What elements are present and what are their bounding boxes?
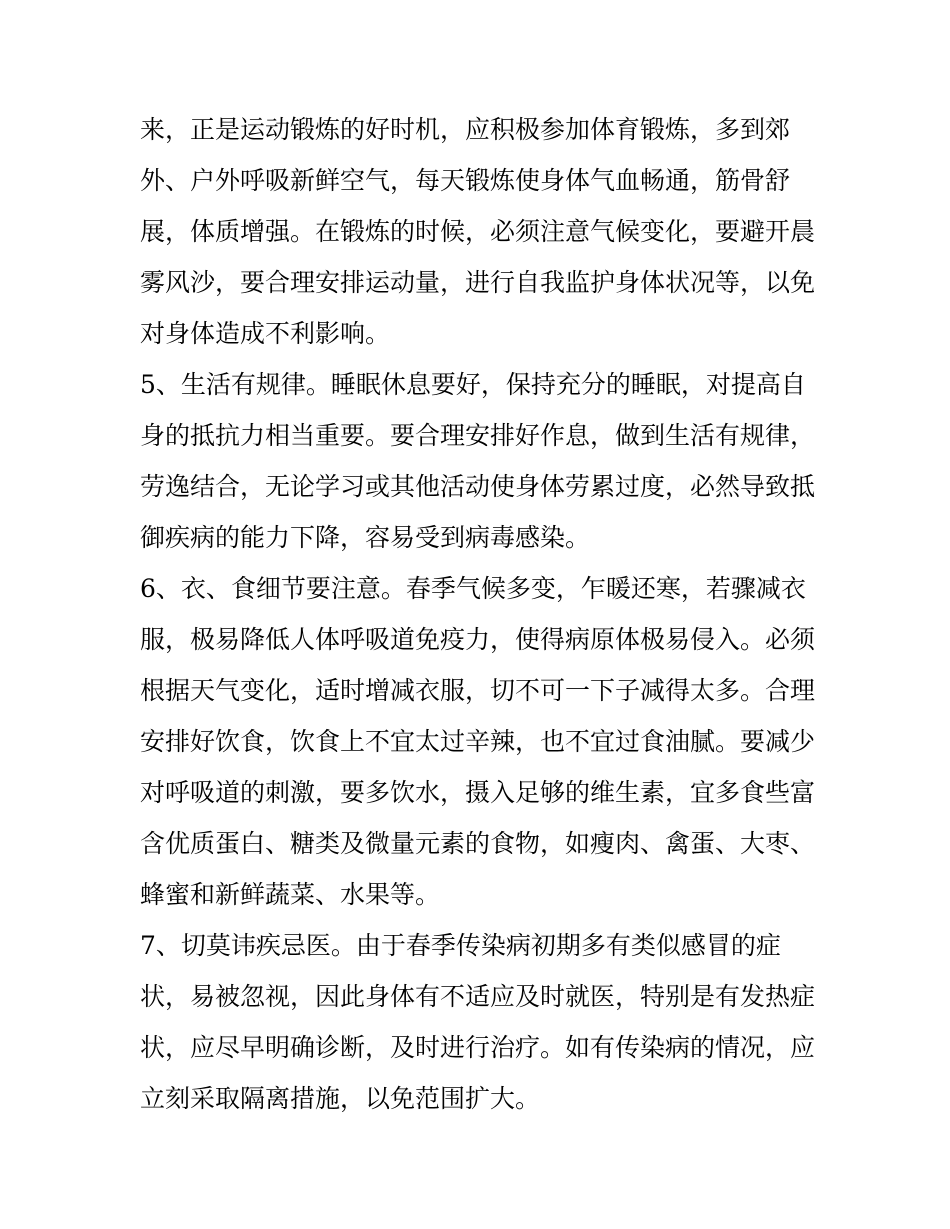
- text-line: 7、切莫讳疾忌医。由于春季传染病初期多有类似感冒的症: [140, 931, 781, 960]
- text-line: 状，应尽早明确诊断，及时进行治疗。如有传染病的情况，应: [140, 1033, 816, 1062]
- body-text: [140, 110, 830, 1130]
- text-line: 蜂蜜和新鲜蔬菜、水果等。: [140, 880, 441, 909]
- text-line: 立刻采取隔离措施，以免范围扩大。: [140, 1084, 541, 1113]
- text-line: 对呼吸道的刺激，要多饮水，摄入足够的维生素，宜多食些富: [140, 778, 816, 807]
- text-line: 对身体造成不利影响。: [140, 319, 391, 348]
- text-line: 根据天气变化，适时增减衣服，切不可一下子减得太多。合理: [140, 676, 816, 705]
- text-line: 展，体质增强。在锻炼的时候，必须注意气候变化，要避开晨: [140, 217, 816, 246]
- text-line: 安排好饮食，饮食上不宜太过辛辣，也不宜过食油腻。要减少: [140, 727, 816, 756]
- text-line: 5、生活有规律。睡眠休息要好，保持充分的睡眠，对提高自: [140, 370, 806, 399]
- text-line: 来，正是运动锻炼的好时机，应积极参加体育锻炼，多到郊: [140, 115, 791, 144]
- text-line: 雾风沙，要合理安排运动量，进行自我监护身体状况等，以免: [140, 268, 816, 297]
- text-line: 状，易被忽视，因此身体有不适应及时就医，特别是有发热症: [140, 982, 816, 1011]
- text-line: 身的抵抗力相当重要。要合理安排好作息，做到生活有规律，: [140, 421, 816, 450]
- text-line: 御疾病的能力下降，容易受到病毒感染。: [140, 523, 591, 552]
- text-line: 外、户外呼吸新鲜空气，每天锻炼使身体气血畅通，筋骨舒: [140, 166, 791, 195]
- text-line: 6、衣、食细节要注意。春季气候多变，乍暖还寒，若骤减衣: [140, 574, 806, 603]
- text-line: 劳逸结合，无论学习或其他活动使身体劳累过度，必然导致抵: [140, 472, 816, 501]
- text-line: 含优质蛋白、糖类及微量元素的食物，如瘦肉、禽蛋、大枣、: [140, 829, 816, 858]
- text-line: 服，极易降低人体呼吸道免疫力，使得病原体极易侵入。必须: [140, 625, 816, 654]
